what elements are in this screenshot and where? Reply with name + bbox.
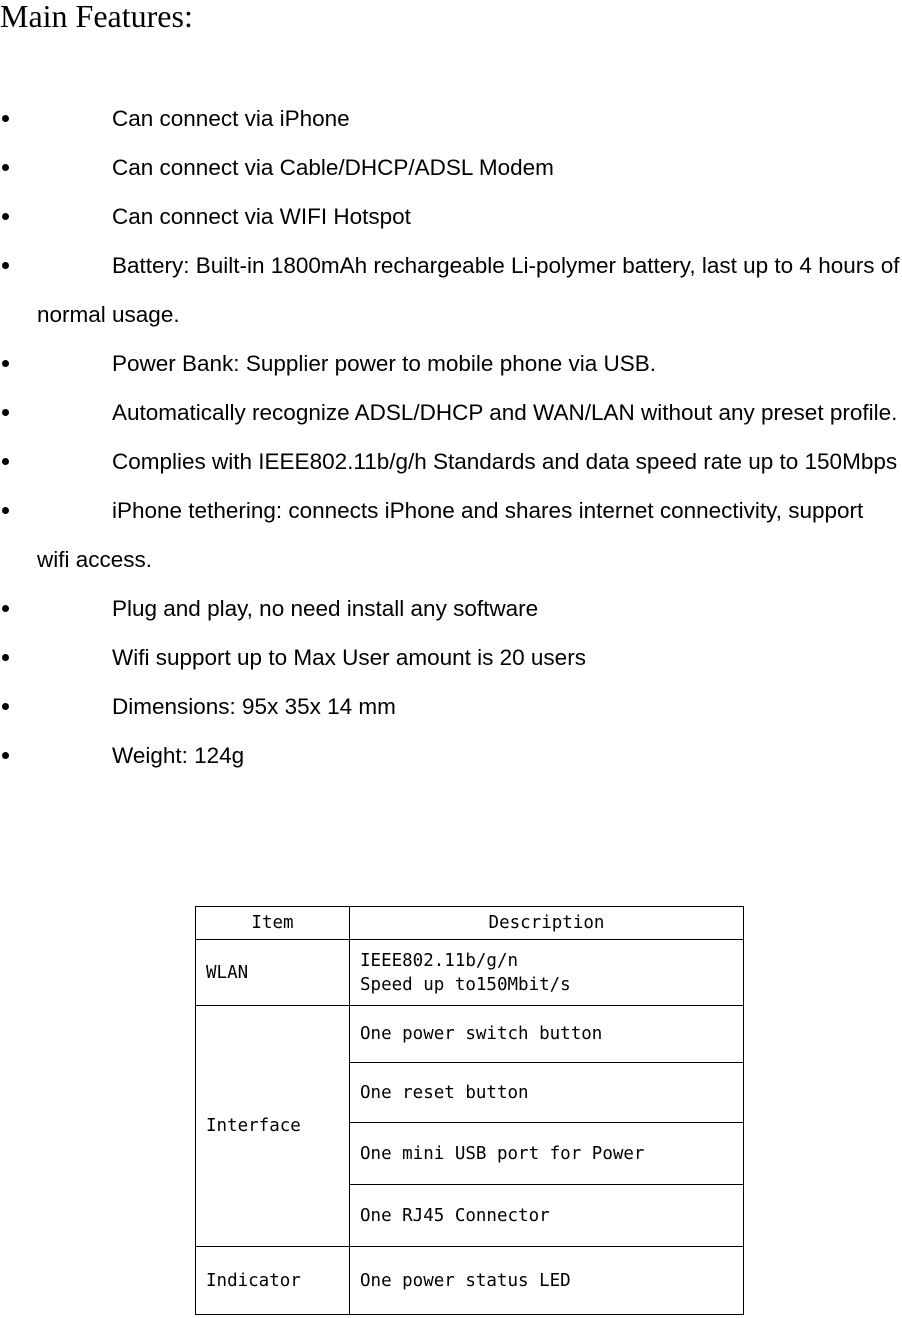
features-list: [0, 94, 902, 780]
feature-text: Power Bank: Supplier power to mobile phone via USB.: [112, 351, 657, 376]
feature-item: [0, 192, 902, 241]
bullet-icon: [2, 654, 9, 661]
cell-description-interface: One RJ45 Connector: [350, 1185, 744, 1247]
feature-item: [0, 633, 902, 682]
feature-text: Wifi support up to Max User amount is 20 users: [112, 645, 586, 670]
table-row: [196, 940, 744, 1006]
bullet-icon: [2, 507, 9, 514]
bullet-icon: [2, 605, 9, 612]
spec-table: [195, 906, 744, 1315]
bullet-icon: [2, 458, 9, 465]
feature-item: [0, 388, 902, 437]
bullet-icon: [2, 360, 9, 367]
feature-text: Can connect via iPhone: [112, 106, 350, 131]
feature-item: [0, 731, 902, 780]
cell-description-wlan: [350, 940, 744, 1006]
cell-description-interface: One reset button: [350, 1063, 744, 1123]
page-title: Main Features:: [0, 0, 193, 34]
feature-text: Can connect via Cable/DHCP/ADSL Modem: [112, 155, 554, 180]
feature-item: [0, 486, 902, 584]
feature-item: [0, 437, 902, 486]
feature-text: Automatically recognize ADSL/DHCP and WAN/LAN without any preset profile.: [112, 400, 898, 425]
bullet-icon: [2, 409, 9, 416]
table-row: [196, 1006, 744, 1063]
bullet-icon: [2, 262, 9, 269]
table-header-row: [196, 907, 744, 940]
feature-text: Battery: Built-in 1800mAh rechargeable Li-polymer battery, last up to 4 hours of normal usage.: [37, 253, 900, 327]
feature-item: [0, 94, 902, 143]
wlan-speed: Speed up to150Mbit/s: [360, 974, 571, 995]
feature-text: Weight: 124g: [112, 743, 245, 768]
bullet-icon: [2, 752, 9, 759]
cell-description-interface: One power switch button: [350, 1006, 744, 1063]
feature-item: [0, 241, 902, 339]
bullet-icon: [2, 703, 9, 710]
cell-description-interface: One mini USB port for Power: [350, 1123, 744, 1185]
bullet-icon: [2, 164, 9, 171]
header-item: Item: [196, 907, 350, 940]
feature-item: [0, 339, 902, 388]
cell-item-wlan: WLAN: [196, 940, 350, 1006]
feature-text: Can connect via WIFI Hotspot: [112, 204, 411, 229]
wlan-standard: IEEE802.11b/g/n: [360, 950, 519, 971]
cell-item-interface: Interface: [196, 1006, 350, 1247]
cell-item-indicator: Indicator: [196, 1247, 350, 1315]
feature-item: [0, 584, 902, 633]
feature-text: iPhone tethering: connects iPhone and shares internet connectivity, support wifi access.: [37, 498, 864, 572]
table-row: [196, 1247, 744, 1315]
cell-description-indicator: One power status LED: [350, 1247, 744, 1315]
feature-text: Dimensions: 95x 35x 14 mm: [112, 694, 396, 719]
feature-text: Plug and play, no need install any software: [112, 596, 539, 621]
header-description: Description: [350, 907, 744, 940]
feature-text: Complies with IEEE802.11b/g/h Standards and data speed rate up to 150Mbps: [112, 449, 898, 474]
bullet-icon: [2, 115, 9, 122]
feature-item: [0, 143, 902, 192]
feature-item: [0, 682, 902, 731]
bullet-icon: [2, 213, 9, 220]
